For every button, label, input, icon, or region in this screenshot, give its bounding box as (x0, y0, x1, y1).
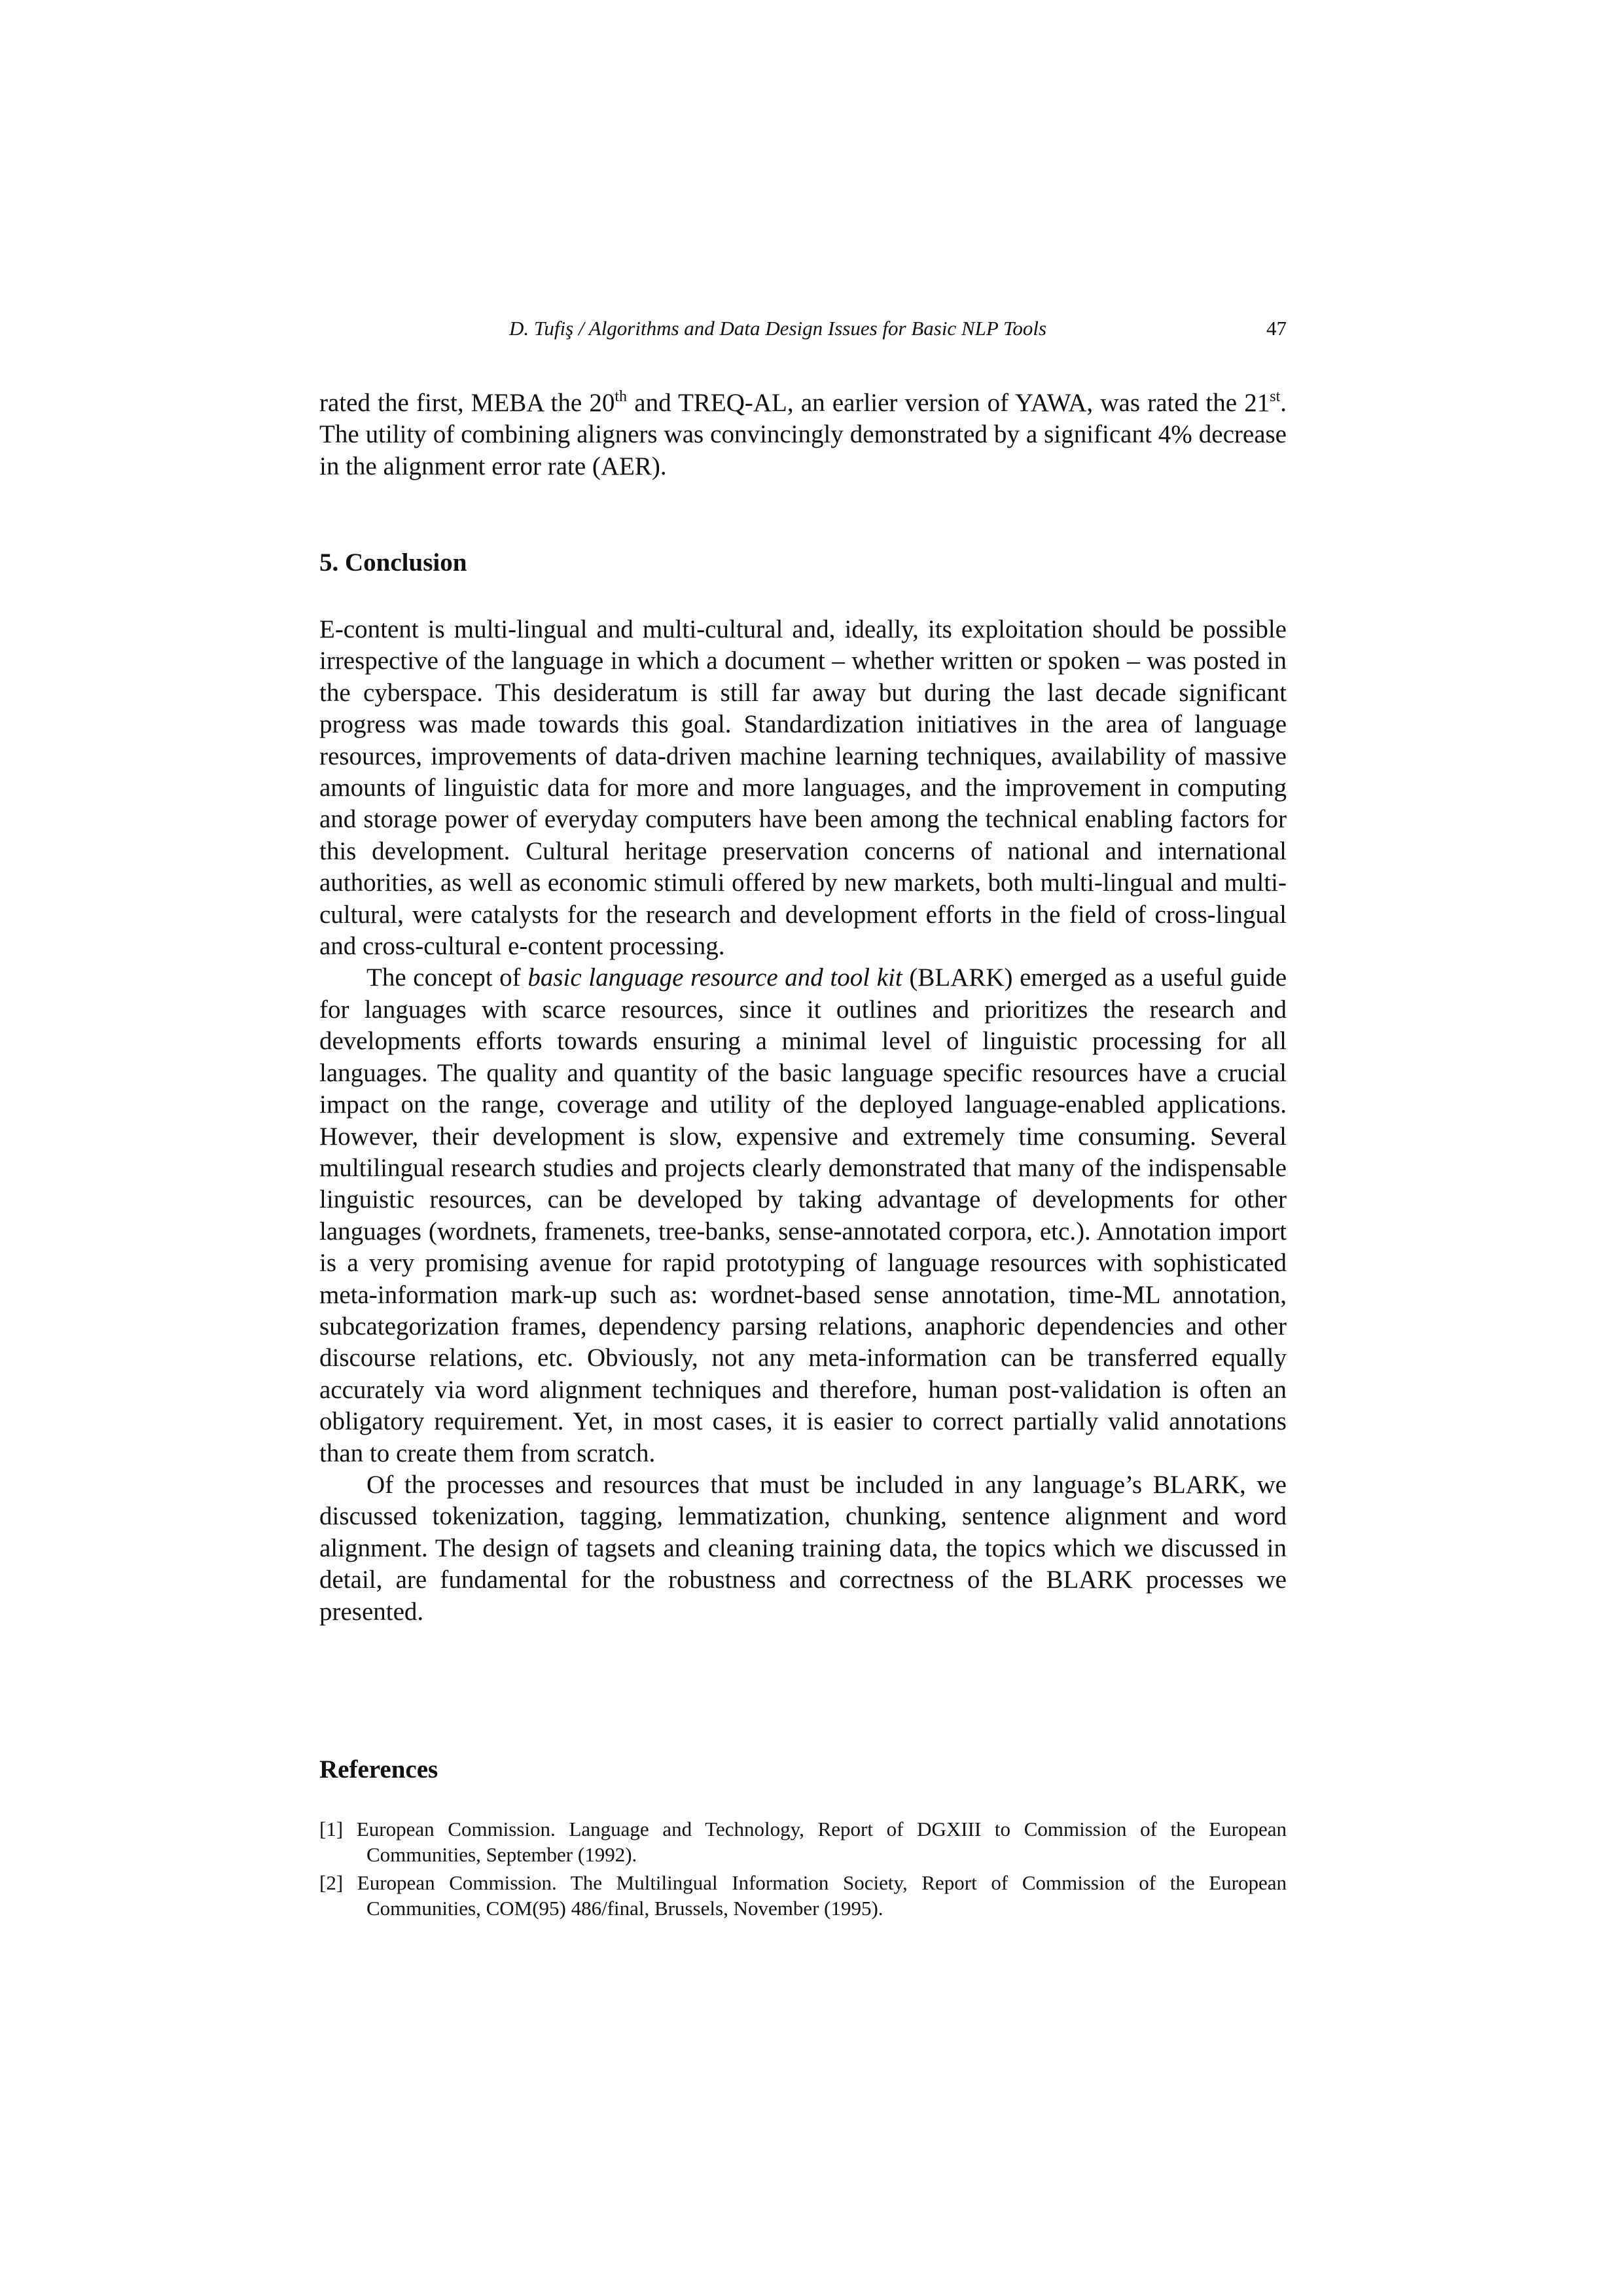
running-header (319, 317, 1287, 351)
intro-text-part1: rated the first, MEBA the 20 (319, 389, 615, 417)
paragraph-2-lead: The concept of (366, 963, 528, 992)
conclusion-paragraph-1: E-content is multi-lingual and multi-cultural and, ideally, its exploitation should be possible irrespective of the language in which a document – whether written or spoken – was posted in the cyberspace. This desideratum is still far away but during the last decade significant progress was made towards this goal. Standardization initiatives in the area of language resources, improvements of data-driven machine learning techniques, availability of massive amounts of linguistic data for more and more languages, and the improvement in computing and storage power of everyday computers have been among the technical enabling factors for this development. Cultural heritage preservation concerns of national and international authorities, as well as economic stimuli offered by new markets, both multi-lingual and multi-cultural, were catalysts for the research and development efforts in the field of cross-lingual and cross-cultural e-content processing. (319, 615, 1287, 961)
intro-text-part3: . The utility of combining aligners was convincingly demonstrated by a significant 4% decrease in the alignment error rate (AER). (319, 389, 1287, 480)
paragraph-2-italic-term: basic language resource and tool kit (527, 963, 902, 992)
reference-list (319, 1816, 1287, 1924)
reference-item-2: [2] European Commission. The Multilingual Information Society, Report of Commission of the European Communities, COM(95) 486/final, Brussels, November (1995). (319, 1871, 1287, 1920)
conclusion-body (319, 614, 1287, 1628)
conclusion-paragraph-3: Of the processes and resources that must be included in any language’s BLARK, we discussed tokenization, tagging, lemmatization, chunking, sentence alignment and word alignment. The design of tagsets and cleaning training data, the topics which we discussed in detail, are fundamental for the robustness and correctness of the BLARK processes we presented. (319, 1470, 1287, 1626)
superscript-st: st (1270, 388, 1281, 405)
running-title: D. Tufiş / Algorithms and Data Design Issues for Basic NLP Tools (509, 317, 1047, 340)
section-heading-conclusion: 5. Conclusion (319, 548, 467, 577)
section-heading-references: References (319, 1755, 438, 1784)
reference-item-1: [1] European Commission. Language and Technology, Report of DGXIII to Commission of the European Communities, September (1992). (319, 1818, 1287, 1866)
intro-text-part2: and TREQ-AL, an earlier version of YAWA, was rated the 21 (627, 389, 1270, 417)
conclusion-paragraph-2 (319, 962, 1287, 1469)
page-number: 47 (1266, 317, 1287, 340)
paragraph-2-rest: (BLARK) emerged as a useful guide for languages with scarce resources, since it outlines and prioritizes the research and developments efforts towards ensuring a minimal level of linguistic processing for all languages. The quality and quantity of the basic language specific resources have a crucial impact on the range, coverage and utility of the deployed language-enabled applications. However, their development is slow, expensive and extremely time consuming. Several multilingual research studies and projects clearly demonstrated that many of the indispensable linguistic resources, can be developed by taking advantage of developments for other languages (wordnets, framenets, tree-banks, sense-annotated corpora, etc.). Annotation import is a very promising avenue for rapid prototyping of language resources with sophisticated meta-information mark-up such as: wordnet-based sense annotation, time-ML annotation, subcategorization frames, dependency parsing relations, anaphoric dependencies and other discourse relations, etc. Obviously, not any meta-information can be transferred equally accurately via word alignment techniques and therefore, human post-validation is often an obligatory requirement. Yet, in most cases, it is easier to correct partially valid annotations than to create them from scratch. (319, 963, 1287, 1467)
intro-text (319, 387, 1287, 482)
superscript-th: th (615, 388, 628, 405)
intro-paragraph (319, 387, 1287, 482)
